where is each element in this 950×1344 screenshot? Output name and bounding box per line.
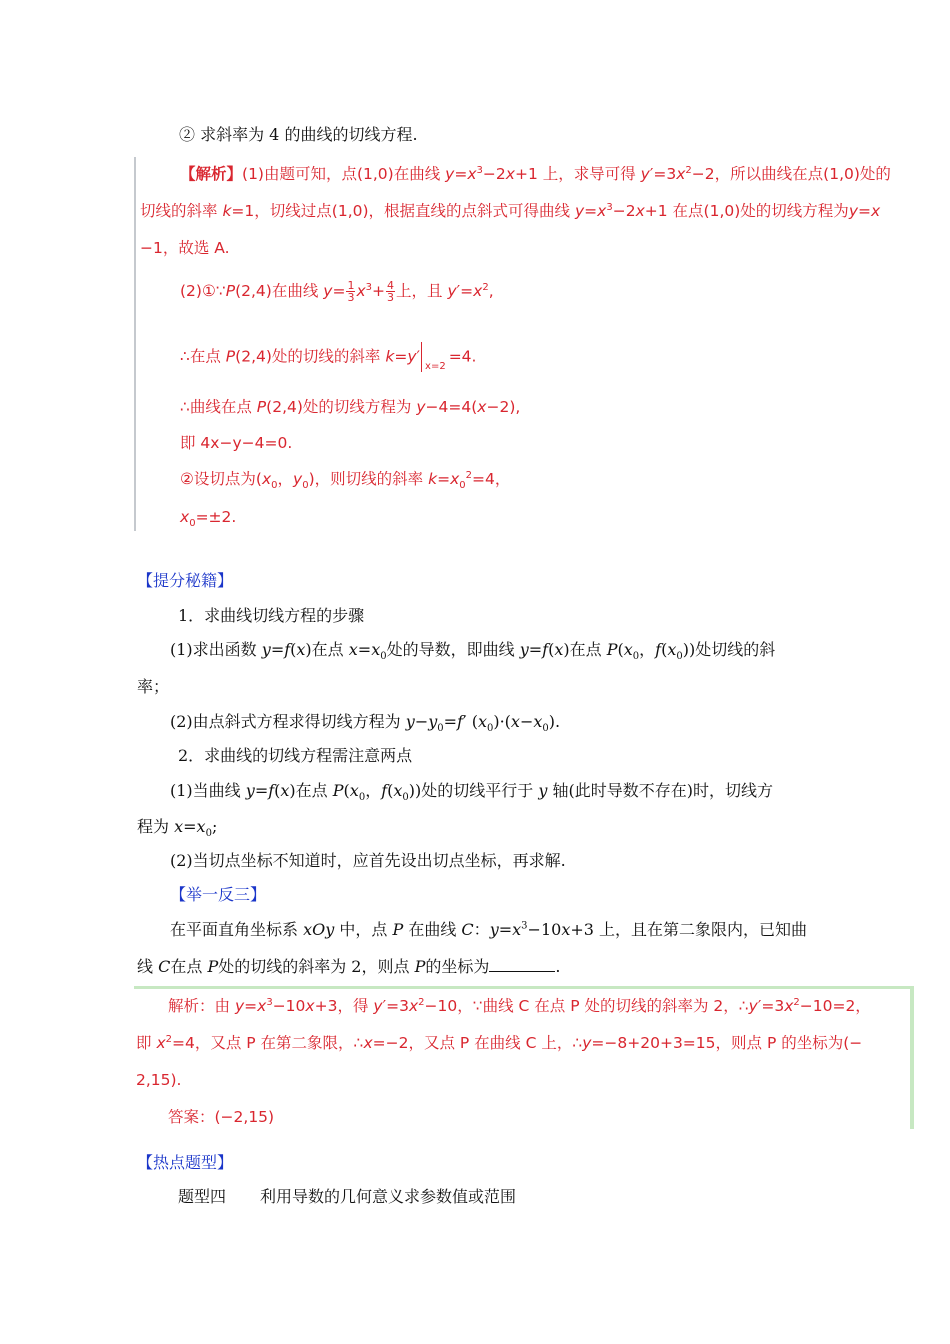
solution-line-7: 即 4x−y−4=0. [180,434,293,452]
answer-blank [489,957,555,972]
solution-line-3: −1，故选 A. [140,239,230,257]
tips-title-1: 1．求曲线切线方程的步骤 [178,606,365,625]
solution-tag: 【解析】 [180,165,243,183]
solution2-answer: 答案：(−2,15) [168,1108,275,1126]
solution-box-right-border [910,986,914,1129]
example-problem-line-1: 在平面直角坐标系 xOy 中，点 P 在曲线 C：$y=x^3-10x+3$ 上，且在第二象限内，已知曲 [170,920,808,939]
tips-note-1: (1)当曲线 y=f(x)在点 $P(x_0$，$f(x_0)$)处的切线平行于 y 轴(此时导数不存在)时，切线方 [170,781,773,804]
tips-header: 【提分秘籍】 [137,571,234,590]
solution2-line-2: 即 $x^2=4$，又点 P 在第二象限，∴x=−2，又点 P 在曲线 C 上，∴y=−8+20+3=15，则点 P 的坐标为(− [136,1033,863,1052]
tips-note-1-cont: 程为 $x=x_0$; [137,817,218,840]
hot-header: 【热点题型】 [137,1153,234,1172]
solution-line-5: ∴在点 P(2,4)处的切线的斜率 k=y′ x=2 =4. [180,342,476,372]
solution-line-9: $x_0=\pm 2$. [180,508,237,530]
solution-line-1: 【解析】(1)由题可知，点(1,0)在曲线 $y=x^3-2x+1$ 上，求导可得 $y'=3x^2-2$，所以曲线在点(1,0)处的 [180,164,891,183]
tips-title-2: 2．求曲线的切线方程需注意两点 [178,746,413,765]
evaluation-bar: x=2 [421,342,422,372]
question-part-2: ② 求斜率为 4 的曲线的切线方程. [179,125,418,144]
solution-line-2: 切线的斜率 k=1，切线过点(1,0)，根据直线的点斜式可得曲线 $y=x^3-2x+1$ 在点(1,0)处的切线方程为y=x [140,201,881,220]
example-problem-line-2: 线 C在点 P处的切线的斜率为 2，则点 P的坐标为 . [137,957,561,976]
tips-step-1-cont: 率； [137,677,170,696]
tips-step-2: (2)由点斜式方程求得切线方程为 $y-y_0=f'$ $(x_0)\cdot(x-x_0)$. [170,712,561,735]
question-type-label: 题型四 [178,1187,227,1206]
question-type-text: 利用导数的几何意义求参数值或范围 [260,1187,517,1206]
solution-box-top-border [134,986,914,989]
solution2-line-3: 2,15). [136,1071,182,1089]
solution-left-border [134,157,136,531]
tips-note-2: (2)当切点坐标不知道时，应首先设出切点坐标，再求解. [170,851,566,870]
question-type [178,1187,516,1207]
example-header: 【举一反三】 [170,885,267,904]
solution2-line-1: 解析：由 $y=x^3-10x+3$，得 $y'=3x^2-10$，∵曲线 C 在点 P 处的切线的斜率为 2，$\therefore y'=3x^2-10=2$， [168,996,871,1015]
tips-step-1: (1)求出函数 y=f(x)在点 $x=x_0$处的导数，即曲线 y=f(x)在点 $P(x_0$，$f(x_0)$)处切线的斜 [170,640,776,663]
solution-line-4: (2)①∵P(2,4)在曲线 y= $\frac{1}{3}$ $x^3+$ $\frac{4}{3}$ 上，且 $y'=x^2$, [180,279,494,304]
solution-line-8: ②设切点为($x_0$，$y_0$)，则切线的斜率 $k=x_0^2=4$， [180,469,511,492]
solution-line-6: ∴曲线在点 P(2,4)处的切线方程为 y−4=4(x−2), [180,398,521,416]
